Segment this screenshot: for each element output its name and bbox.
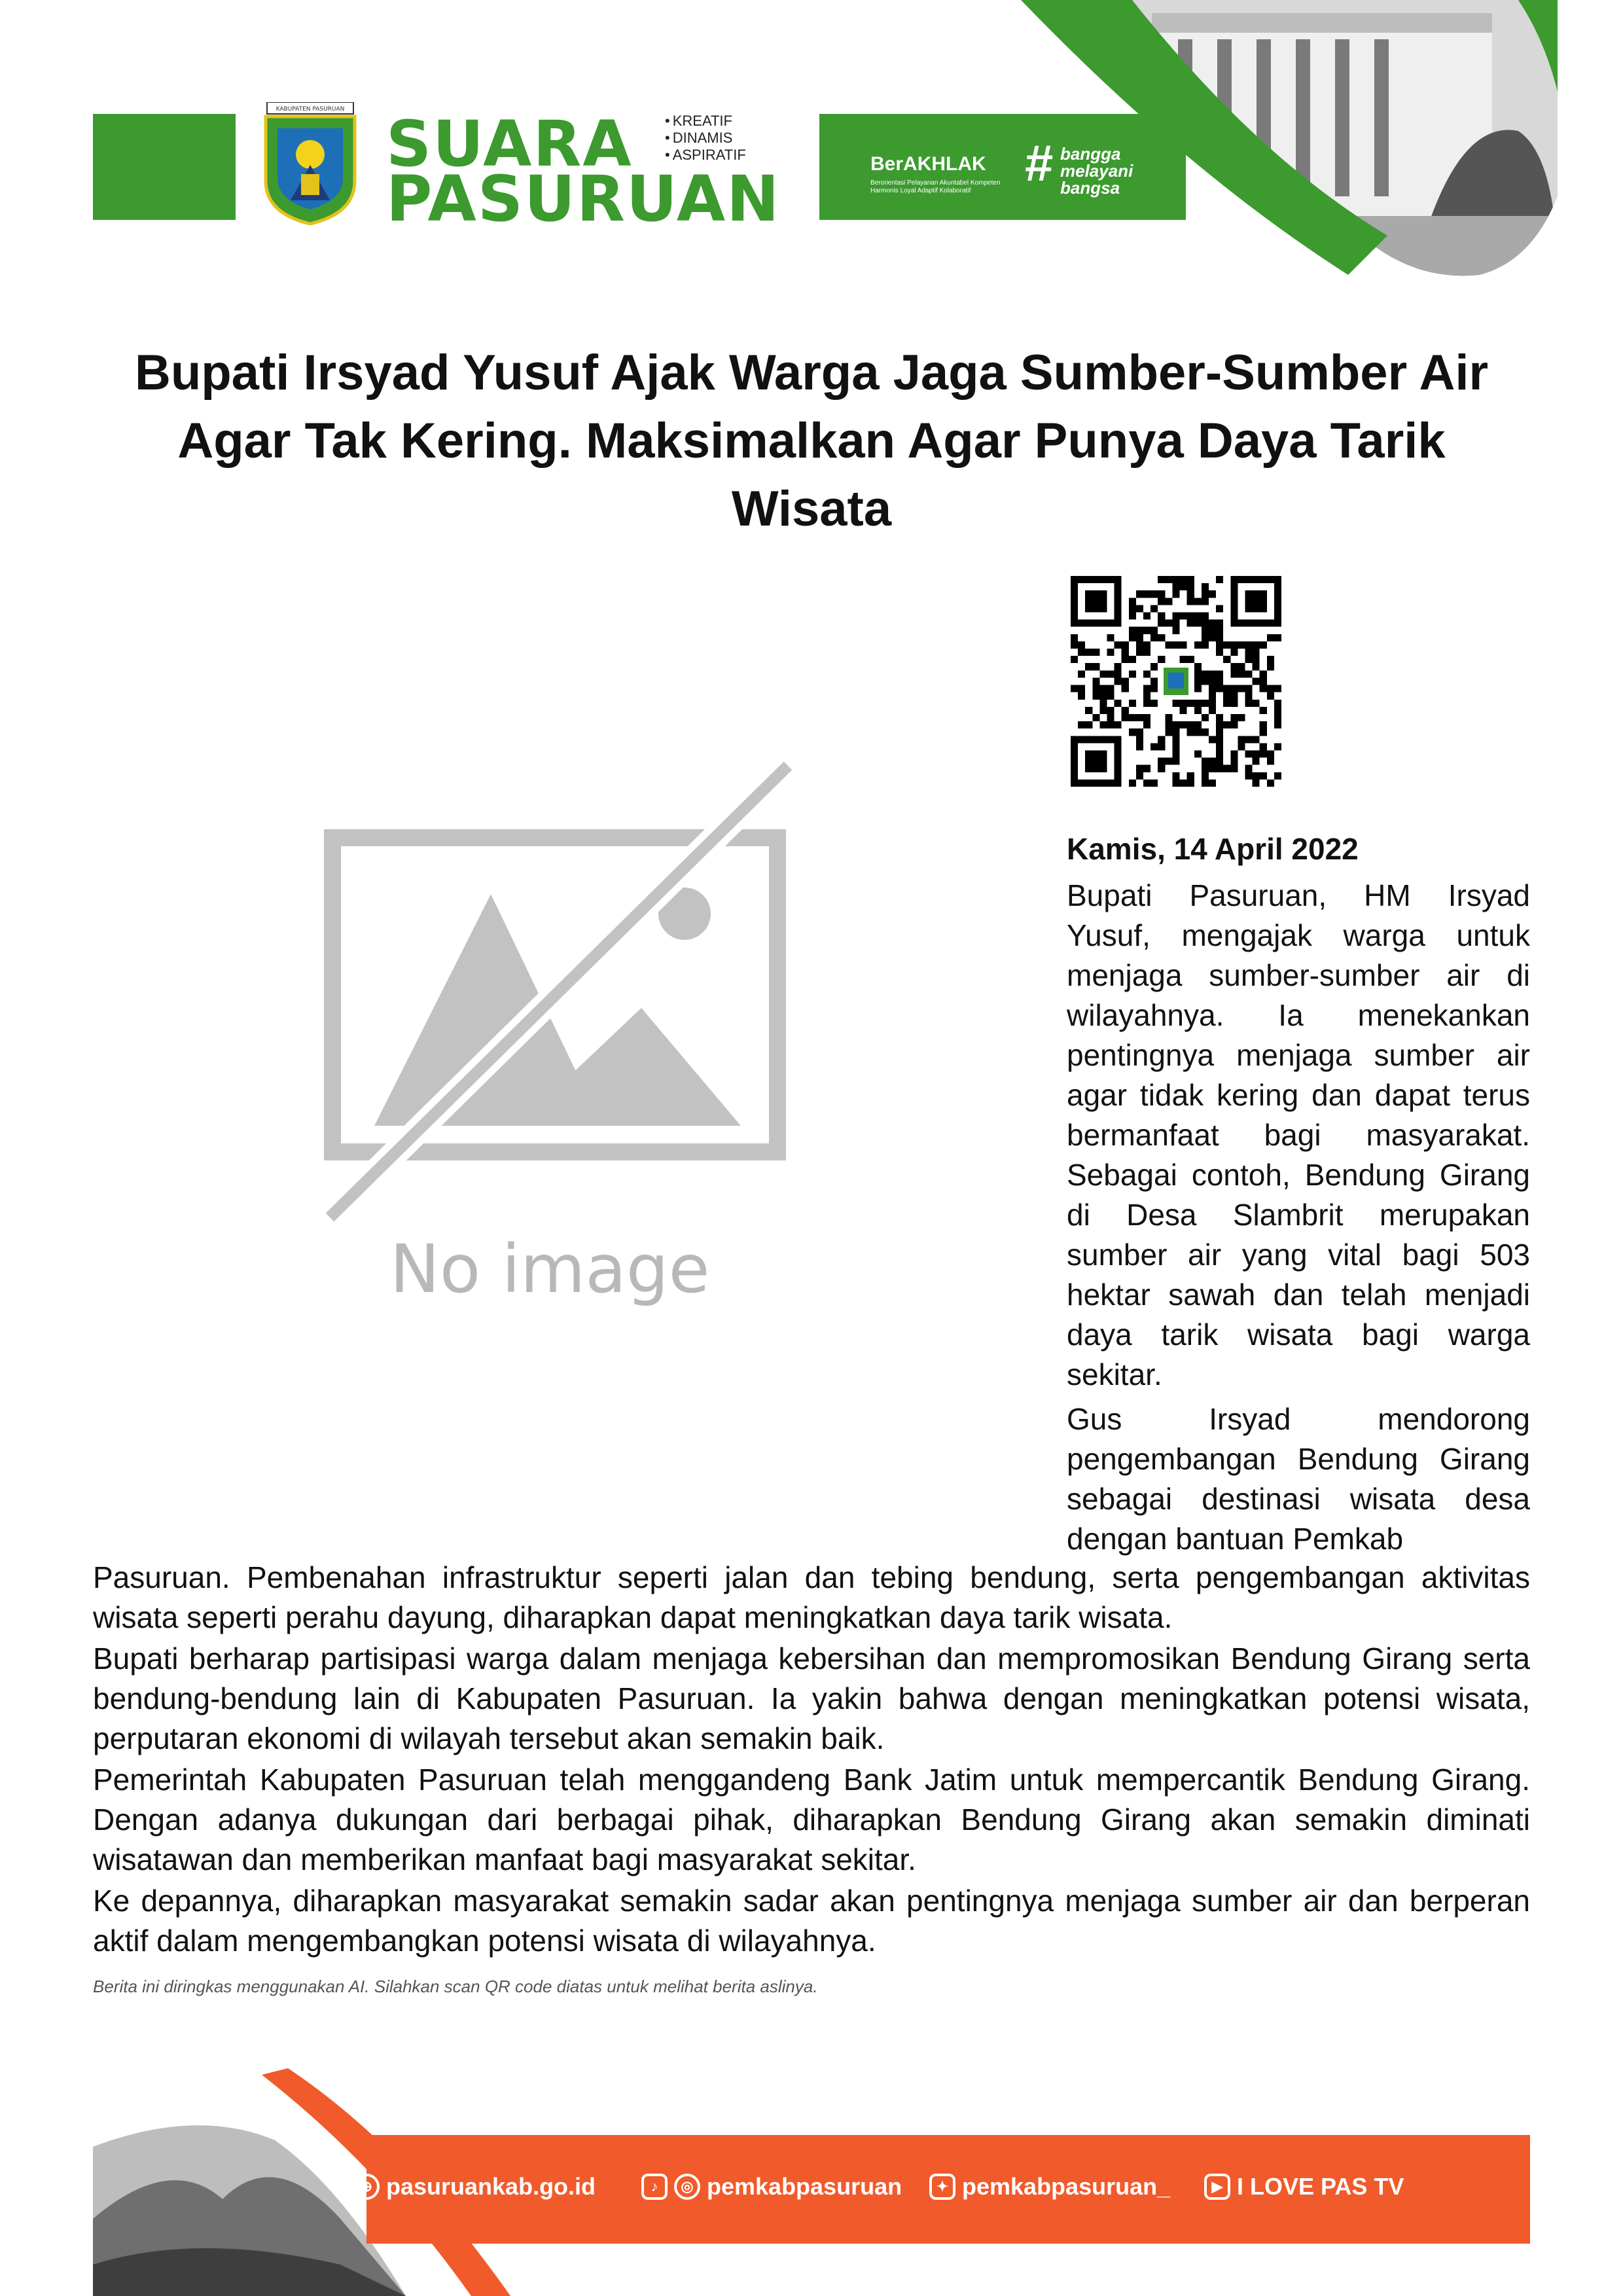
ai-disclaimer: Berita ini diringkas menggunakan AI. Silahkan scan QR code diatas untuk melihat berita aslinya. (93, 1977, 818, 1996)
footer-youtube[interactable]: ▶ I LOVE PAS TV (1204, 2173, 1404, 2200)
no-image-label: No image (389, 1230, 710, 1308)
youtube-icon: ▶ (1204, 2174, 1230, 2200)
tagline-item: • KREATIF (665, 113, 746, 130)
berakhlak-logo: BerAKHLAK (870, 153, 986, 175)
qr-code[interactable] (1071, 576, 1281, 787)
no-image-placeholder-icon (314, 759, 812, 1230)
bangga-melayani-bangsa: bangga melayani bangsa (1060, 144, 1133, 198)
brand-pasuruan: PASURUAN (386, 162, 781, 236)
footer-twitter[interactable]: ✦ pemkabpasuruan_ (929, 2173, 1170, 2200)
article-paragraph-2-end: Pasuruan. Pembenahan infrastruktur seperti jalan dan tebing bendung, serta pengembangan aktivitas wisata seperti perahu dayung, diharapkan dapat meningkatkan daya tarik wisata. (93, 1560, 1530, 1634)
article-body-full-width (93, 1558, 1530, 1962)
article-paragraph-5: Ke depannya, diharapkan masyarakat semakin sadar akan pentingnya menjaga sumber air dan berperan aktif dalam mengembangkan potensi wisata di wilayahnya. (93, 1884, 1530, 1958)
footer-tiktok-instagram[interactable]: ♪ ◎ pemkabpasuruan (641, 2173, 902, 2200)
article-paragraph-1: Bupati Pasuruan, HM Irsyad Yusuf, mengajak warga untuk menjaga sumber-sumber air di wilayahnya. Ia menekankan pentingnya menjaga sumber air agar tidak kering dan dapat terus bermanfaat bagi masyarakat. Sebagai contoh, Bendung Girang di Desa Slambrit merupakan sumber air yang vital bagi 503 hektar sawah dan telah menjadi daya tarik wisata bagi warga sekitar. (1067, 878, 1530, 1391)
article-paragraph-4: Pemerintah Kabupaten Pasuruan telah menggandeng Bank Jatim untuk mempercantik Bendung Girang. Dengan adanya dukungan dari berbagai pihak, diharapkan Bendung Girang akan semakin diminati wisatawan dan memberikan manfaat bagi masyarakat sekitar. (93, 1763, 1530, 1876)
brand-tagline (665, 113, 746, 164)
kabupaten-crest-logo (262, 102, 359, 225)
article-date: Kamis, 14 April 2022 (1067, 832, 1359, 866)
article-title: Bupati Irsyad Yusuf Ajak Warga Jaga Sumber-Sumber Air Agar Tak Kering. Maksimalkan Agar Punya Daya Tarik Wisata (134, 345, 1489, 537)
instagram-icon: ◎ (674, 2174, 700, 2200)
svg-text:KABUPATEN PASURUAN: KABUPATEN PASURUAN (276, 106, 345, 113)
globe-icon: ⊕ (353, 2174, 380, 2200)
berakhlak-subtitle: Berorientasi Pelayanan Akuntabel Kompeten Harmonis Loyal Adaptif Kolaboratif (870, 179, 1001, 194)
tiktok-icon: ♪ (641, 2174, 668, 2200)
footer-website[interactable]: ⊕ pasuruankab.go.id (353, 2173, 596, 2200)
tagline-item: • ASPIRATIF (665, 147, 746, 164)
tagline-item: • DINAMIS (665, 130, 746, 147)
hashtag-icon: # (1025, 134, 1054, 192)
twitter-icon: ✦ (929, 2174, 955, 2200)
brand-suara: SUARA (386, 107, 633, 181)
header-green-block (93, 114, 236, 220)
article-paragraph-3: Bupati berharap partisipasi warga dalam menjaga kebersihan dan mempromosikan Bendung Girang serta bendung-bendung lain di Kabupaten Pasuruan. Ia yakin bahwa dengan meningkatkan potensi wisata, perputaran ekonomi di wilayah tersebut akan semakin baik. (93, 1641, 1530, 1755)
article-paragraph-2-start: Gus Irsyad mendorong pengembangan Bendung Girang sebagai destinasi wisata desa dengan bantuan Pemkab (1067, 1402, 1530, 1556)
